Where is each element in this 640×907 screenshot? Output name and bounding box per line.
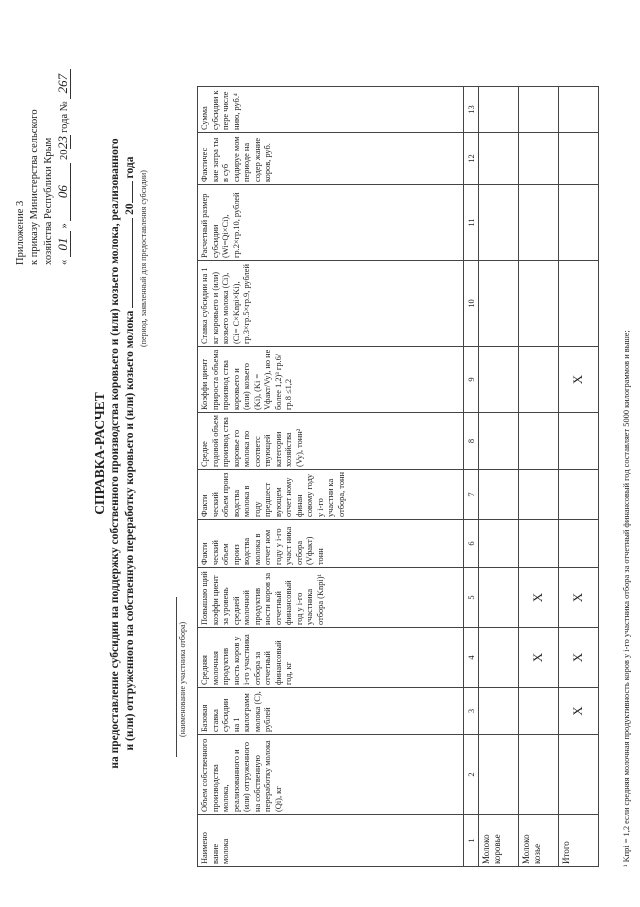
table-cell [519,185,559,261]
table-cell: X [519,628,559,688]
column-number: 13 [464,87,479,133]
appendix-day: 01 [56,231,71,257]
header-cell: Коэффи циент прироста объема производ ства коровьего и (или) козьего (Ki), (Ki = Vфакт/Vy), но не более 1,2)³ гр.6/гр.8 ≤1,2 [198,347,464,413]
table-cell [479,568,519,628]
table-cell [559,133,599,185]
table-cell [519,87,559,133]
date-close-quote: » [59,223,70,229]
appendix-date-line [56,69,72,265]
header-cell: Базовая ставка субсидии на 1 килограмм молока (С), рублей [198,688,464,735]
table-cell [519,347,559,413]
header-cell: Средне годовой объем производ ства коровье го молока по соответс твующей категории хозяйства (Vy), тонн² [198,413,464,470]
appendix-month: 06 [56,163,71,221]
column-number: 1 [464,815,479,867]
subtitle-2-century: 20 [124,203,136,215]
column-number: 8 [464,413,479,470]
table-cell [559,185,599,261]
header-cell: Фактичес кие затра ты в суб сидируе мом периоде на содер жание коров, руб. [198,133,464,185]
row-label: Итого [559,815,599,867]
recipient-note: (наименование участника отбора) [178,621,187,737]
column-number: 10 [464,261,479,347]
subtitle-2-text: и (или) отгруженного на собственную переработку коровьего и (или) козьего молока [124,310,136,751]
header-cell: Объем собственного производства молока, реализованного и (или) отгруженного на собственную переработку молока (Qi), кг [198,735,464,815]
table-cell [479,688,519,735]
appendix-line-2: к приказу Министерства сельского [29,109,40,265]
table-cell [519,261,559,347]
document-subtitle-1: на предоставление субсидии на поддержку собственного производства коровьего и (или) козьего молока, реализованного [109,138,121,769]
table-cell [519,470,559,520]
table-cell [479,735,519,815]
appendix-line-1: Приложение 3 [15,200,26,265]
header-cell: Факти ческий объем произ водства молока в году предшест вующем отчет ному финан совому году у i-го участни ка отбора, тонн [198,470,464,520]
table-cell [479,470,519,520]
table-cell [559,470,599,520]
column-number: 5 [464,568,479,628]
table-cell [559,261,599,347]
row-label: Молоко коровье [479,815,519,867]
table-cell: X [559,628,599,688]
column-number: 11 [464,185,479,261]
table-cell [519,133,559,185]
table-cell: X [559,347,599,413]
appendix-block [14,69,72,265]
document-title: СПРАВКА-РАСЧЕТ [92,392,107,515]
table-cell: X [559,568,599,628]
table-cell [479,520,519,568]
header-cell: Повышаю щий коэффи циент за уровень средней молочной продуктив ности коров за отчетный финансовый год у i-го участника отбора (Knpi)¹ [198,568,464,628]
appendix-year-prefix: 20 [59,149,70,160]
table-cell [479,347,519,413]
column-number: 4 [464,628,479,688]
calculation-table [197,86,599,867]
column-number: 2 [464,735,479,815]
row-label: Молоко козье [519,815,559,867]
appendix-number: 267 [56,69,71,99]
table-cell [519,735,559,815]
footnote: ¹ Kпрi = 1,2 если средняя молочная продуктивность коров у i-го участника отбора за отчетный финансовый год составляет 5000 килограммов и выше; [622,330,631,867]
appendix-line-3: хозяйства Республики Крым [43,137,54,265]
table-cell [559,735,599,815]
column-number: 6 [464,520,479,568]
table-cell [479,87,519,133]
table-cell [519,413,559,470]
table-cell [519,688,559,735]
column-number-row [464,87,479,867]
column-number: 3 [464,688,479,735]
table-cell [519,520,559,568]
header-row [198,87,464,867]
header-cell: Факти ческий объем произ водства молока в отчет ном году у i-го участ ника отбора (Vфакт) тонн [198,520,464,568]
appendix-number-label: года № [59,101,70,133]
table-cell [559,87,599,133]
table-cell: X [559,688,599,735]
appendix-year: 23 [55,136,70,149]
header-cell: Сумма субсидии к пере числе нию, руб.⁴ [198,87,464,133]
table-cell [479,413,519,470]
table-cell: X [519,568,559,628]
table-row-total [559,87,599,867]
table-cell [559,520,599,568]
date-open-quote: « [59,259,70,265]
recipient-line [176,597,177,757]
column-number: 7 [464,470,479,520]
table-cell [479,628,519,688]
column-number: 12 [464,133,479,185]
column-number: 9 [464,347,479,413]
table-row [479,87,519,867]
table-cell [479,133,519,185]
table-cell [559,413,599,470]
header-cell: Наимено вание молока [198,815,464,867]
header-cell: Средняя молочная продуктив ность коров у i-го участника отбора за отчетный финансовый год, кг [198,628,464,688]
header-cell: Расчетный размер субсидии (Wi=Qi×Ci), гр.2×гр.10, рублей [198,185,464,261]
subtitle-2-year-word: года [124,156,136,179]
table-row [519,87,559,867]
document-subtitle-2 [124,0,136,907]
table-cell [479,261,519,347]
header-cell: Ставка субсидии на 1 кг коровьего и (или) козьего молока (Ci), (Ci= C×Knpi×Ki), гр.3×гр.5×гр.9, рублей [198,261,464,347]
period-note: (период, заявленный для предоставления субсидии) [139,170,148,347]
table-cell [479,185,519,261]
